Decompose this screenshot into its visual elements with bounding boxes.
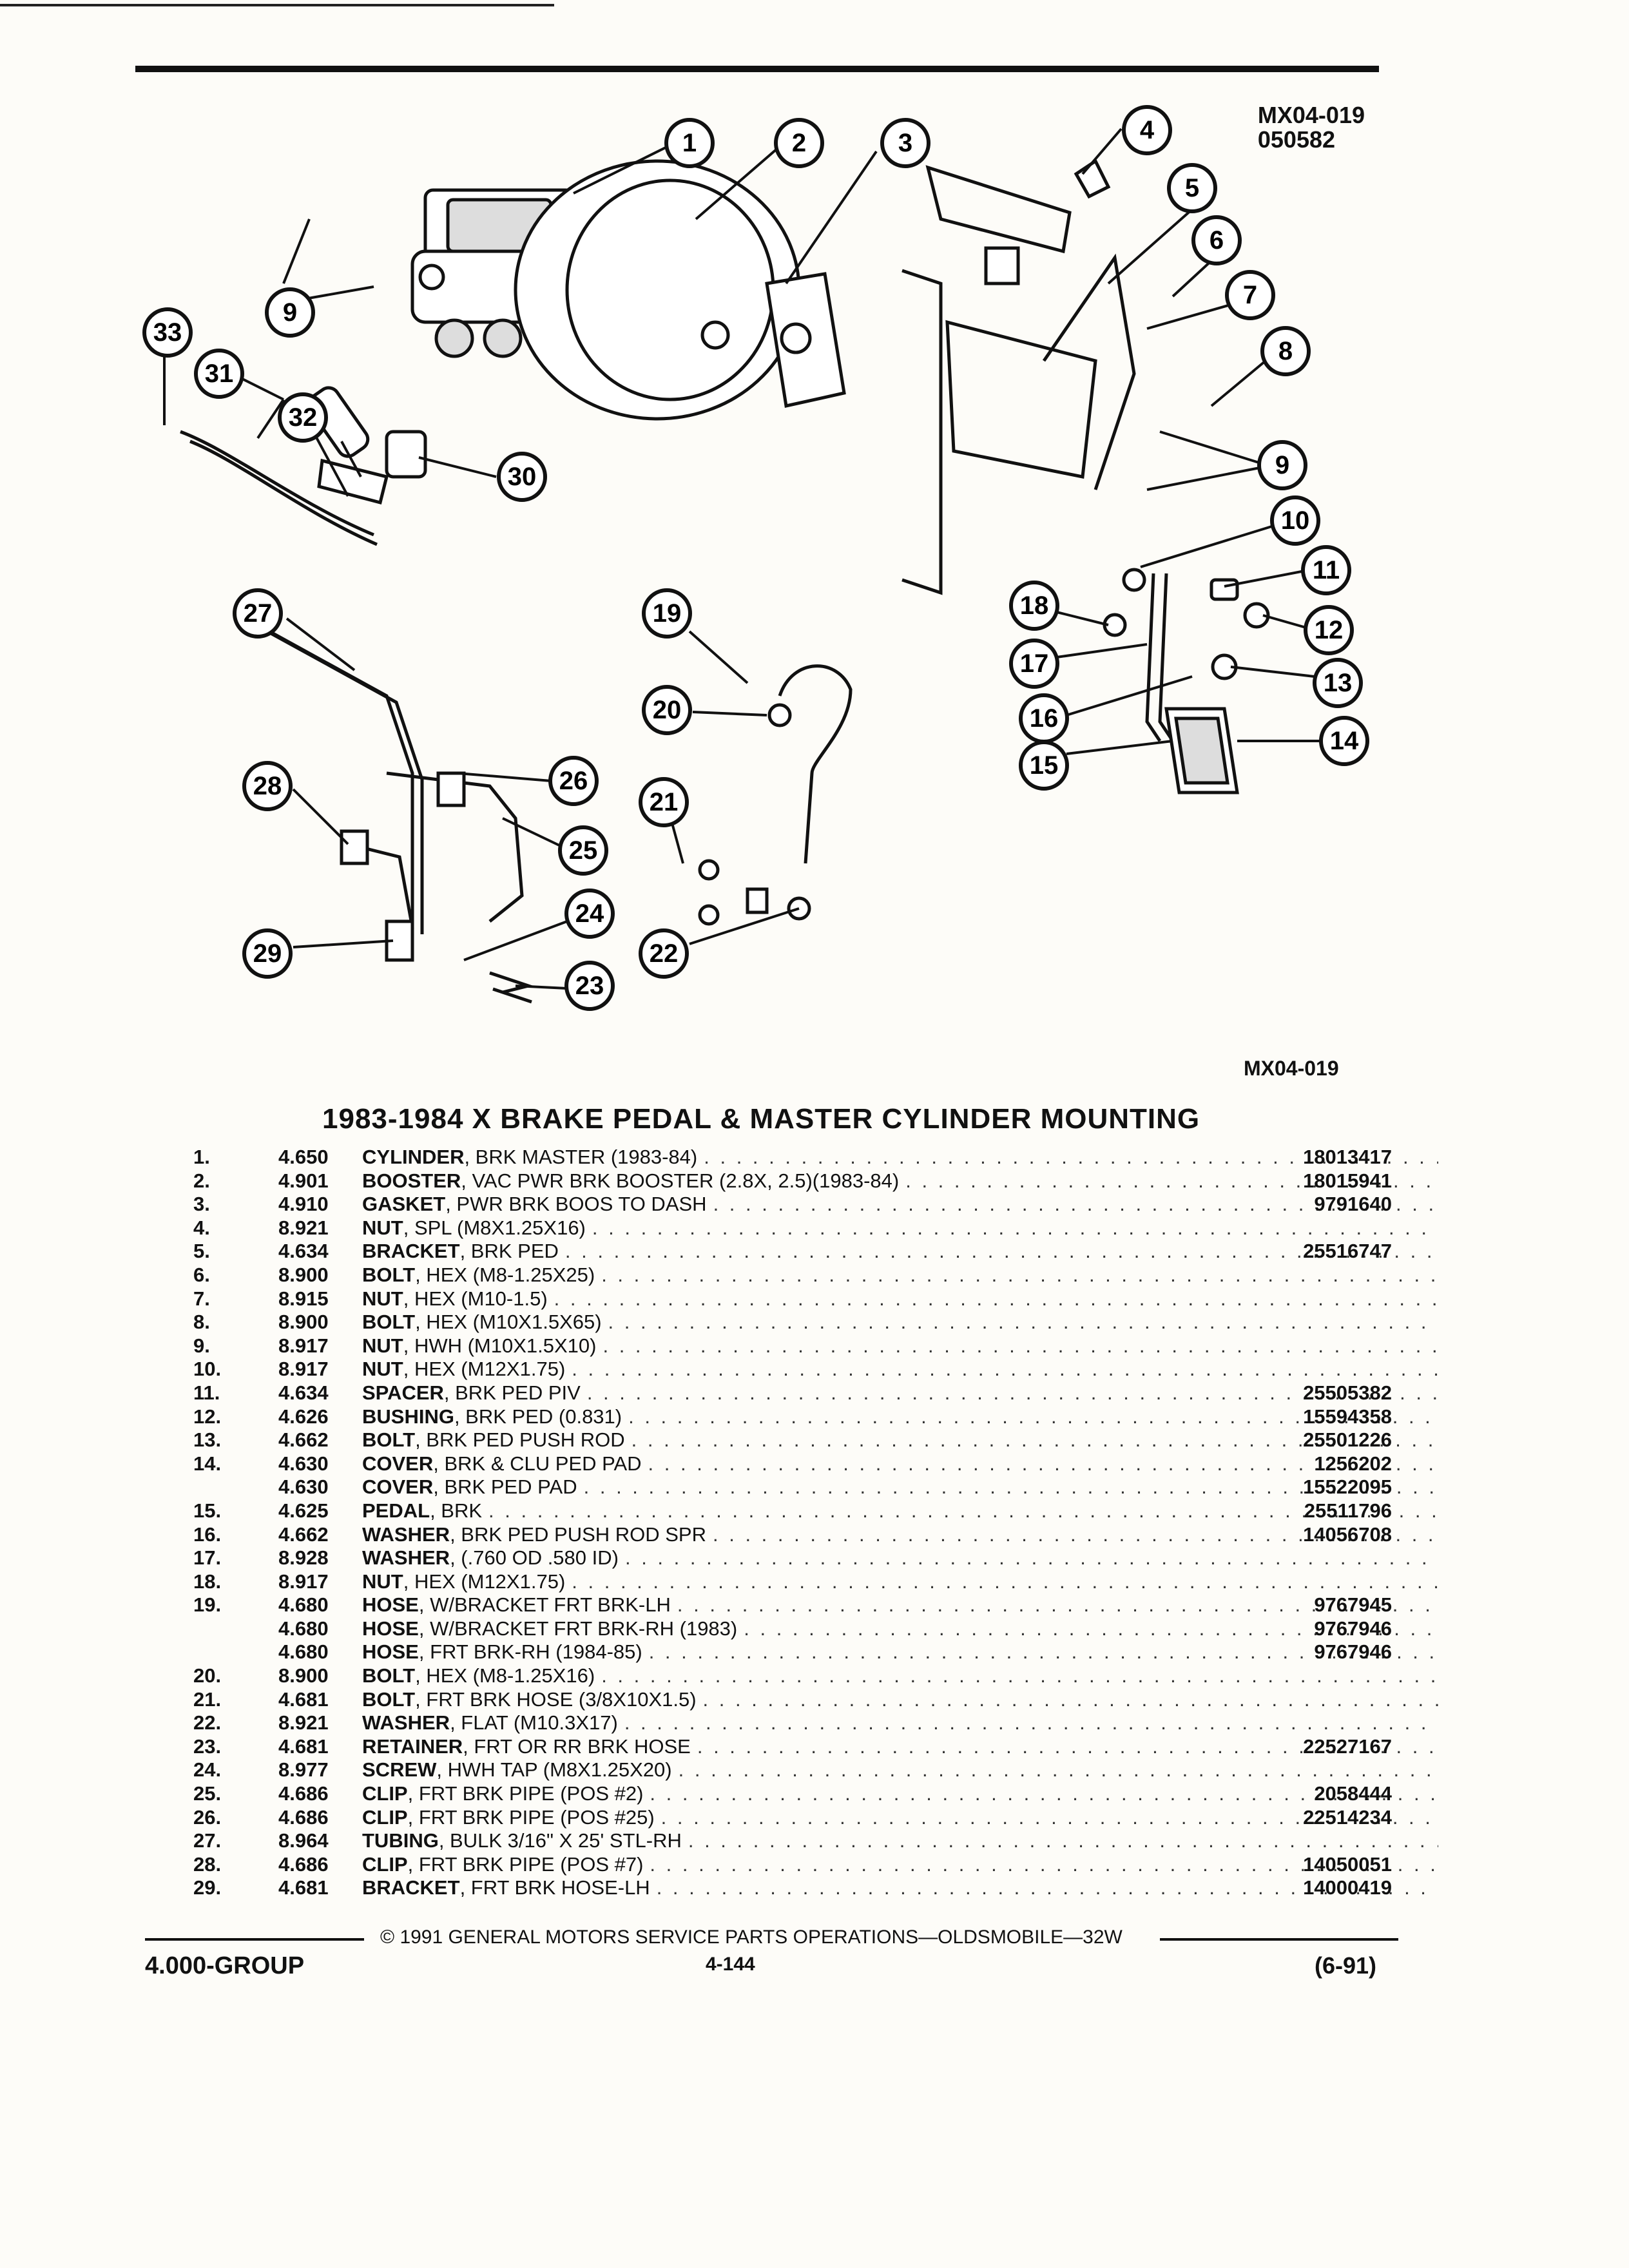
item-number: 20.	[193, 1664, 222, 1687]
dot-leader	[554, 1287, 1438, 1311]
part-name: COVER	[362, 1475, 434, 1499]
part-detail: , BRK PED	[459, 1240, 559, 1263]
callout-4	[1124, 107, 1170, 153]
part-name: BOLT	[362, 1263, 416, 1286]
item-number: 18.	[193, 1570, 222, 1593]
svg-text:15: 15	[1029, 751, 1059, 780]
part-name: CLIP	[362, 1852, 408, 1876]
svg-text:4: 4	[1139, 116, 1155, 144]
part-detail: , BULK 3/16" X 25' STL-RH	[438, 1829, 682, 1852]
parts-list-row	[193, 1499, 1405, 1523]
parts-list-row	[193, 1711, 1405, 1735]
callout-28	[244, 763, 291, 809]
callout-26	[550, 758, 597, 804]
svg-text:16: 16	[1029, 704, 1059, 733]
svg-text:32: 32	[288, 403, 318, 432]
item-number: 16.	[193, 1523, 222, 1546]
callout-5	[1169, 165, 1215, 211]
part-number: 18013417	[1303, 1146, 1392, 1168]
brake-hose-drawing	[700, 666, 851, 924]
part-name: WASHER	[362, 1523, 450, 1546]
group-code: 4.634	[278, 1240, 329, 1263]
part-number: 14056708	[1303, 1523, 1392, 1546]
svg-text:27: 27	[243, 599, 273, 628]
part-description	[362, 1216, 1445, 1240]
part-detail: , FRT BRK HOSE (3/8X10X1.5)	[415, 1687, 697, 1711]
item-number: 1.	[193, 1146, 210, 1168]
parts-list-row	[193, 1193, 1405, 1216]
copyright-notice: © 1991 GENERAL MOTORS SERVICE PARTS OPERATIONS—OLDSMOBILE—32W	[380, 1927, 1123, 1948]
page-number: 4-144	[706, 1954, 755, 1975]
dot-leader	[592, 1216, 1438, 1240]
item-number: 26.	[193, 1805, 222, 1829]
part-detail: , HEX (M10X1.5X65)	[415, 1311, 602, 1334]
item-number: 12.	[193, 1405, 222, 1428]
group-code: 4.686	[278, 1852, 329, 1876]
parts-list-row	[193, 1640, 1405, 1664]
exploded-parts-diagram	[129, 90, 1418, 1057]
part-number: 15594358	[1303, 1405, 1392, 1428]
part-name: NUT	[362, 1287, 403, 1310]
group-code: 4.680	[278, 1617, 329, 1640]
part-detail: , SPL (M8X1.25X16)	[403, 1216, 586, 1239]
svg-text:26: 26	[559, 767, 588, 795]
parts-list-row	[193, 1570, 1405, 1594]
part-name: BRACKET	[362, 1876, 460, 1899]
group-code: 4.662	[278, 1523, 329, 1546]
dot-leader	[679, 1758, 1438, 1782]
callout-3	[882, 120, 929, 166]
svg-text:22: 22	[649, 939, 679, 968]
part-description	[362, 1570, 1445, 1593]
part-detail: , (.760 OD .580 ID)	[450, 1546, 619, 1570]
part-name: NUT	[362, 1216, 403, 1239]
part-detail: , HEX (M8-1.25X25)	[415, 1263, 595, 1286]
svg-text:19: 19	[652, 599, 682, 628]
dot-leader	[602, 1334, 1438, 1358]
item-number: 22.	[193, 1711, 222, 1735]
dot-leader	[625, 1546, 1438, 1570]
part-detail: , FRT BRK PIPE (POS #2)	[407, 1782, 644, 1805]
part-detail: , HEX (M8-1.25X16)	[415, 1664, 595, 1687]
group-code: 4.680	[278, 1593, 329, 1617]
group-code: 4.686	[278, 1782, 329, 1805]
part-description	[362, 1546, 1445, 1570]
dot-leader	[688, 1829, 1438, 1852]
parts-list-row	[193, 1287, 1405, 1311]
part-detail: , BRK & CLU PED PAD	[433, 1452, 642, 1475]
parts-list-row	[193, 1452, 1405, 1476]
item-number: 19.	[193, 1593, 222, 1617]
group-code: 4.681	[278, 1735, 329, 1758]
item-number: 23.	[193, 1735, 222, 1758]
parts-list-row	[193, 1169, 1405, 1193]
part-number: 9767946	[1314, 1640, 1392, 1664]
drawing-date-code: 050582	[1257, 126, 1336, 153]
item-number: 21.	[193, 1687, 222, 1711]
group-code: 4.625	[278, 1499, 329, 1522]
item-number: 28.	[193, 1852, 222, 1876]
part-description	[362, 1311, 1445, 1334]
part-name: CLIP	[362, 1782, 408, 1805]
drawing-code: MX04-019	[1257, 102, 1365, 128]
part-name: BRACKET	[362, 1240, 460, 1263]
part-name: BUSHING	[362, 1405, 454, 1428]
callout-12	[1306, 607, 1352, 653]
part-description	[362, 1711, 1445, 1735]
callout-9-master-cylinder	[267, 289, 313, 336]
parts-list-row	[193, 1688, 1405, 1712]
svg-text:20: 20	[652, 696, 682, 724]
item-number: 5.	[193, 1240, 210, 1263]
dot-leader	[572, 1358, 1438, 1381]
callout-21	[641, 779, 687, 825]
part-description	[362, 1829, 1445, 1852]
callout-29	[244, 930, 291, 977]
item-number: 3.	[193, 1193, 210, 1216]
callout-6	[1193, 217, 1240, 264]
group-code: 4.910	[278, 1193, 329, 1216]
callout-14	[1321, 718, 1367, 764]
group-code: 8.900	[278, 1263, 329, 1286]
part-detail: , FRT BRK-RH (1984-85)	[418, 1640, 642, 1664]
group-code: 4.681	[278, 1876, 329, 1899]
part-detail: , VAC PWR BRK BOOSTER (2.8X, 2.5)(1983-84)	[461, 1169, 900, 1192]
parts-list-row	[193, 1428, 1405, 1452]
svg-text:11: 11	[1312, 556, 1340, 584]
part-detail: , BRK PED PAD	[433, 1475, 577, 1499]
gasket-drawing	[767, 274, 844, 406]
group-code: 4.681	[278, 1687, 329, 1711]
svg-text:3: 3	[898, 129, 913, 157]
part-description	[362, 1334, 1445, 1358]
callout-1	[666, 120, 713, 166]
item-number: 13.	[193, 1428, 222, 1452]
callout-30	[499, 454, 545, 500]
parts-list-row	[193, 1240, 1405, 1264]
callout-18	[1011, 582, 1057, 629]
brake-pedal-drawing	[1104, 570, 1268, 793]
part-name: COVER	[362, 1452, 434, 1475]
parts-list-row	[193, 1311, 1405, 1334]
part-detail: , FRT BRK PIPE (POS #25)	[407, 1805, 655, 1829]
item-number: 7.	[193, 1287, 210, 1310]
parts-list-row	[193, 1475, 1405, 1499]
part-number: 25511796	[1304, 1499, 1392, 1522]
dot-leader	[608, 1311, 1438, 1334]
item-number: 27.	[193, 1829, 222, 1852]
dot-leader	[572, 1570, 1438, 1593]
part-name: HOSE	[362, 1593, 419, 1617]
footer-rule-left	[145, 1938, 364, 1941]
callout-32	[280, 394, 326, 441]
part-name: CLIP	[362, 1805, 408, 1829]
dot-leader	[624, 1711, 1438, 1735]
part-detail: , HWH TAP (M8X1.25X20)	[436, 1758, 672, 1782]
part-detail: , BRK PED PUSH ROD	[415, 1428, 625, 1452]
part-description	[362, 1287, 1445, 1311]
part-number: 25505382	[1303, 1381, 1392, 1404]
dot-leader	[601, 1664, 1438, 1687]
brake-booster-drawing	[516, 161, 799, 419]
group-code: 8.917	[278, 1334, 329, 1357]
part-name: RETAINER	[362, 1735, 463, 1758]
item-number: 25.	[193, 1782, 222, 1805]
part-number: 25501226	[1303, 1428, 1392, 1452]
part-name: SCREW	[362, 1758, 437, 1782]
group-code: 4.662	[278, 1428, 329, 1452]
callout-9-pedal-bracket	[1259, 442, 1306, 488]
parts-list-row	[193, 1829, 1405, 1853]
part-name: NUT	[362, 1334, 403, 1357]
svg-text:17: 17	[1019, 649, 1049, 678]
item-number: 11.	[193, 1381, 220, 1404]
svg-text:6: 6	[1209, 226, 1224, 255]
svg-text:9: 9	[282, 298, 298, 327]
item-number: 15.	[193, 1499, 222, 1522]
parts-list-row	[193, 1334, 1405, 1358]
part-detail: , PWR BRK BOOS TO DASH	[445, 1193, 707, 1216]
svg-text:29: 29	[253, 939, 282, 968]
callout-19	[644, 590, 690, 637]
part-number: 9767946	[1314, 1617, 1392, 1640]
group-code: 4.686	[278, 1805, 329, 1829]
parts-list-row	[193, 1782, 1405, 1806]
part-name: BOOSTER	[362, 1169, 461, 1192]
parts-list-row	[193, 1806, 1405, 1830]
svg-text:1: 1	[682, 129, 697, 157]
part-name: BOLT	[362, 1428, 416, 1452]
part-name: WASHER	[362, 1711, 450, 1735]
parts-list	[193, 1146, 1405, 1900]
group-code: 8.917	[278, 1358, 329, 1381]
item-number: 6.	[193, 1263, 210, 1286]
parts-list-row	[193, 1405, 1405, 1429]
callout-2	[776, 120, 822, 166]
parts-list-row	[193, 1358, 1405, 1381]
svg-text:30: 30	[507, 463, 537, 491]
group-code: 8.917	[278, 1570, 329, 1593]
item-number: 29.	[193, 1876, 222, 1899]
callout-31	[196, 351, 242, 397]
svg-text:18: 18	[1019, 591, 1049, 620]
svg-text:13: 13	[1323, 669, 1353, 697]
svg-text:33: 33	[153, 318, 182, 347]
part-detail: , HEX (M12X1.75)	[403, 1358, 566, 1381]
item-number: 2.	[193, 1169, 210, 1192]
item-number: 9.	[193, 1334, 210, 1357]
group-code: 4.680	[278, 1640, 329, 1664]
part-number: 22527167	[1303, 1735, 1392, 1758]
part-name: BOLT	[362, 1687, 416, 1711]
callout-33	[144, 309, 191, 356]
part-description	[362, 1264, 1445, 1287]
revision-date: (6-91)	[1315, 1952, 1377, 1979]
svg-text:10: 10	[1280, 506, 1310, 535]
parts-list-row	[193, 1593, 1405, 1617]
part-number: 14000419	[1303, 1876, 1392, 1899]
item-number: 10.	[193, 1358, 222, 1381]
part-name: WASHER	[362, 1546, 450, 1570]
svg-text:12: 12	[1314, 616, 1344, 644]
callout-7	[1227, 272, 1273, 318]
parts-list-row	[193, 1735, 1405, 1759]
dot-leader	[703, 1688, 1438, 1711]
callout-25	[560, 827, 606, 874]
parts-list-row	[193, 1758, 1405, 1782]
part-description	[362, 1758, 1445, 1782]
callout-10	[1272, 497, 1318, 544]
part-name: NUT	[362, 1358, 403, 1381]
parts-list-row	[193, 1146, 1405, 1169]
parts-list-row	[193, 1546, 1405, 1570]
part-detail: , W/BRACKET FRT BRK-RH (1983)	[418, 1617, 738, 1640]
group-code: 8.900	[278, 1311, 329, 1334]
part-number: 9791640	[1314, 1193, 1392, 1216]
parts-list-row	[193, 1523, 1405, 1547]
footer-rule-right	[1160, 1938, 1398, 1941]
group-code: 8.915	[278, 1287, 329, 1310]
top-edge-rule	[0, 4, 554, 6]
item-number: 8.	[193, 1311, 210, 1334]
parts-list-row	[193, 1853, 1405, 1877]
group-code: 4.630	[278, 1475, 329, 1499]
callout-13	[1315, 660, 1361, 706]
svg-text:28: 28	[253, 772, 282, 800]
group-code: 4.626	[278, 1405, 329, 1428]
part-number: 14050051	[1303, 1852, 1392, 1876]
part-detail: , HWH (M10X1.5X10)	[403, 1334, 597, 1357]
svg-text:23: 23	[575, 972, 604, 1000]
group-code: 8.964	[278, 1829, 329, 1852]
group-code: 8.928	[278, 1546, 329, 1570]
part-detail: , BRK MASTER (1983-84)	[464, 1146, 698, 1168]
parts-list-row	[193, 1617, 1405, 1641]
group-code: 4.630	[278, 1452, 329, 1475]
group-code: 4.901	[278, 1169, 329, 1192]
group-code: 8.921	[278, 1711, 329, 1735]
part-number: 2058444	[1314, 1782, 1392, 1805]
part-name: GASKET	[362, 1193, 446, 1216]
svg-text:8: 8	[1278, 337, 1293, 365]
part-description	[362, 1358, 1445, 1381]
group-code: 8.977	[278, 1758, 329, 1782]
part-detail: , FRT OR RR BRK HOSE	[463, 1735, 691, 1758]
part-number: 9767945	[1314, 1593, 1392, 1617]
part-description	[362, 1664, 1445, 1687]
svg-text:14: 14	[1329, 727, 1359, 755]
diagram-label: MX04-019	[1244, 1057, 1339, 1080]
part-detail: , HEX (M10-1.5)	[403, 1287, 548, 1310]
svg-text:31: 31	[204, 360, 234, 388]
item-number: 24.	[193, 1758, 222, 1782]
svg-text:25: 25	[568, 836, 598, 865]
part-detail: , BRK PED PUSH ROD SPR	[450, 1523, 706, 1546]
part-detail: , FRT BRK PIPE (POS #7)	[407, 1852, 644, 1876]
svg-text:21: 21	[649, 788, 679, 816]
part-detail: , BRK	[430, 1499, 483, 1522]
part-name: BOLT	[362, 1311, 416, 1334]
parts-list-row	[193, 1664, 1405, 1688]
part-number: 1256202	[1314, 1452, 1392, 1475]
callout-16	[1021, 695, 1067, 742]
part-name: NUT	[362, 1570, 403, 1593]
part-detail: , W/BRACKET FRT BRK-LH	[418, 1593, 671, 1617]
part-number: 25516747	[1303, 1240, 1392, 1263]
page-title: 1983-1984 X BRAKE PEDAL & MASTER CYLINDER MOUNTING	[322, 1103, 1200, 1135]
svg-text:9: 9	[1275, 451, 1290, 479]
parts-list-row	[193, 1876, 1405, 1900]
parts-list-row	[193, 1381, 1405, 1405]
callout-17	[1011, 640, 1057, 687]
part-number: 15522095	[1303, 1475, 1392, 1499]
callout-23	[566, 963, 613, 1009]
item-number: 4.	[193, 1216, 210, 1239]
item-number: 17.	[193, 1546, 222, 1570]
callout-11	[1303, 547, 1349, 593]
part-name: HOSE	[362, 1617, 419, 1640]
callout-15	[1021, 742, 1067, 789]
group-label: 4.000-GROUP	[145, 1952, 305, 1979]
part-name: BOLT	[362, 1664, 416, 1687]
svg-text:7: 7	[1242, 281, 1258, 309]
parts-list-row	[193, 1216, 1405, 1240]
svg-text:2: 2	[791, 129, 807, 157]
item-number: 14.	[193, 1452, 222, 1475]
part-detail: , FRT BRK HOSE-LH	[459, 1876, 650, 1899]
svg-text:24: 24	[575, 899, 604, 928]
part-number: 18015941	[1303, 1169, 1392, 1192]
part-name: SPACER	[362, 1381, 444, 1404]
dot-leader	[601, 1264, 1438, 1287]
part-name: TUBING	[362, 1829, 439, 1852]
part-name: CYLINDER	[362, 1146, 465, 1168]
part-detail: , BRK PED (0.831)	[454, 1405, 622, 1428]
callout-27	[235, 590, 281, 637]
svg-text:5: 5	[1184, 174, 1200, 202]
part-number: 22514234	[1303, 1805, 1392, 1829]
header-rule	[135, 66, 1379, 72]
group-code: 8.900	[278, 1664, 329, 1687]
part-detail: , HEX (M12X1.75)	[403, 1570, 566, 1593]
callout-22	[641, 930, 687, 977]
callout-24	[566, 890, 613, 937]
part-detail: , FLAT (M10.3X17)	[450, 1711, 618, 1735]
group-code: 4.650	[278, 1146, 329, 1168]
callout-20	[644, 687, 690, 733]
part-description	[362, 1688, 1445, 1711]
part-name: HOSE	[362, 1640, 419, 1664]
group-code: 8.921	[278, 1216, 329, 1239]
group-code: 4.634	[278, 1381, 329, 1404]
pedal-bracket-drawing	[902, 161, 1134, 593]
part-detail: , BRK PED PIV	[443, 1381, 581, 1404]
callout-8	[1262, 328, 1309, 374]
part-name: PEDAL	[362, 1499, 430, 1522]
parts-list-row	[193, 1264, 1405, 1287]
